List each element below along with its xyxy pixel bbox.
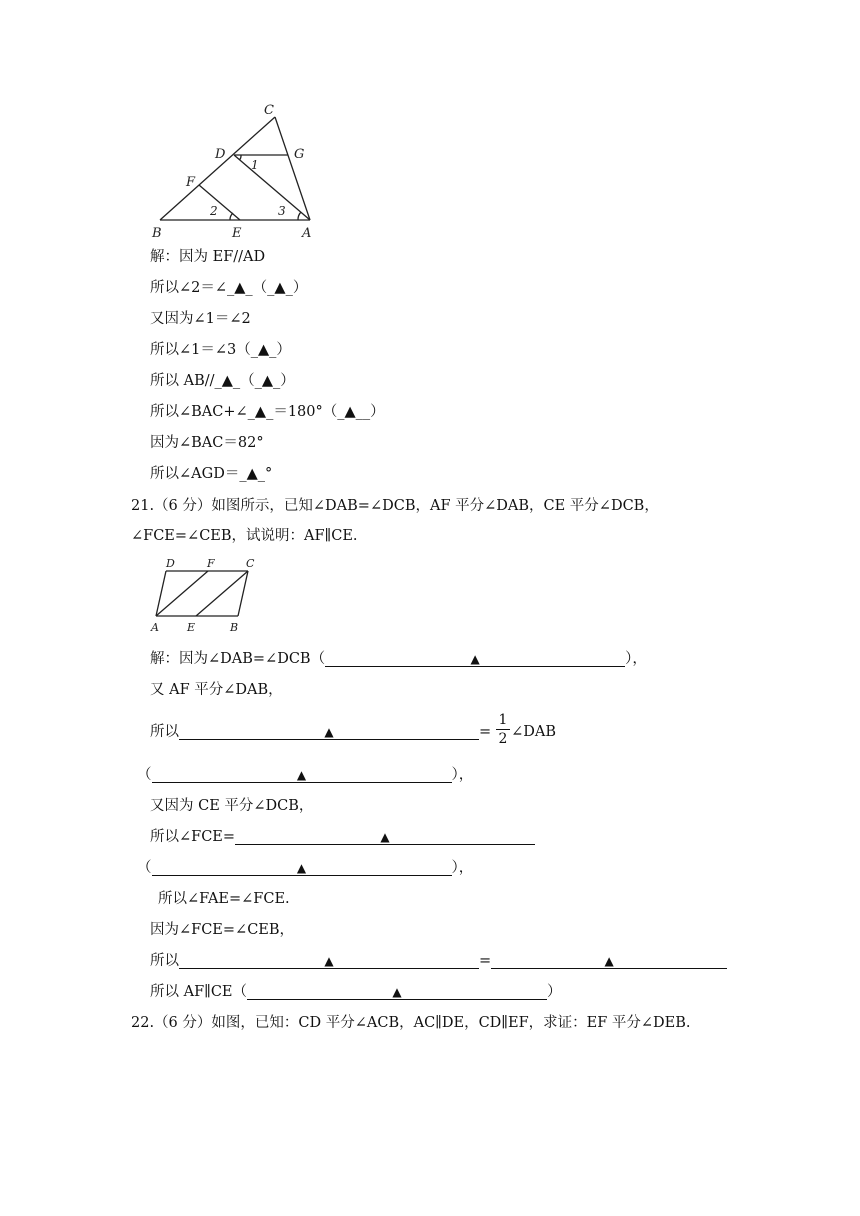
answer-blank-5[interactable]: ▲ bbox=[152, 858, 452, 876]
label-c: C bbox=[264, 103, 274, 118]
segment-af bbox=[156, 571, 208, 616]
label-a: A bbox=[151, 621, 159, 634]
answer-blank-2[interactable]: ▲ bbox=[179, 722, 479, 740]
q20-line-8: 所以∠AGD＝_▲_° bbox=[150, 466, 273, 482]
answer-blank-4[interactable]: ▲ bbox=[235, 827, 535, 845]
label-e: E bbox=[187, 621, 196, 634]
q21-step-3: 所以 ▲ = ∠DAB bbox=[150, 724, 557, 740]
answer-blank-7[interactable]: ▲ bbox=[491, 951, 727, 969]
q21-stem-line-2: ∠FCE=∠CEB，试说明：AF∥CE. bbox=[131, 528, 358, 544]
label-angle-1: 1 bbox=[251, 158, 259, 172]
q20-line-3: 又因为∠1＝∠2 bbox=[150, 311, 251, 327]
segment-ec bbox=[196, 571, 248, 616]
q22-stem: 22.（6 分）如图，已知：CD 平分∠ACB，AC∥DE，CD∥EF，求证：EF 平分∠DEB. bbox=[131, 1015, 691, 1031]
label-f: F bbox=[207, 557, 215, 570]
angle-2-arc bbox=[230, 213, 233, 220]
triangle-figure bbox=[148, 100, 323, 240]
segment-fe bbox=[199, 185, 240, 220]
label-a: A bbox=[302, 226, 312, 240]
q21-step-9: 因为∠FCE=∠CEB， bbox=[150, 922, 295, 938]
label-angle-2: 2 bbox=[210, 204, 218, 218]
q20-line-1: 解：因为 EF//AD bbox=[150, 249, 266, 265]
label-d: D bbox=[166, 557, 175, 570]
q20-line-4: 所以∠1＝∠3（_▲_） bbox=[150, 342, 291, 358]
answer-blank-8[interactable]: ▲ bbox=[247, 982, 547, 1000]
q21-step-1: 解：因为∠DAB=∠DCB（ ▲ ）， bbox=[150, 651, 647, 667]
label-b: B bbox=[230, 621, 239, 634]
q20-line-5: 所以 AB//_▲_（_▲_） bbox=[150, 373, 295, 389]
q20-line-7: 因为∠BAC＝82° bbox=[150, 435, 264, 451]
label-g: G bbox=[294, 147, 305, 162]
q21-step-7: （ ▲ ）， bbox=[137, 860, 474, 876]
answer-blank-1[interactable]: ▲ bbox=[325, 649, 625, 667]
q21-step-8: 所以∠FAE=∠FCE. bbox=[158, 891, 290, 907]
q21-step-2: 又 AF 平分∠DAB， bbox=[150, 682, 283, 698]
q21-step-6: 所以∠FCE= ▲ bbox=[150, 827, 535, 847]
label-d: D bbox=[215, 147, 226, 162]
label-c: C bbox=[246, 557, 255, 570]
label-f: F bbox=[186, 175, 196, 190]
answer-blank-3[interactable]: ▲ bbox=[152, 765, 452, 783]
q21-step-5: 又因为 CE 平分∠DCB， bbox=[150, 798, 314, 814]
angle-1-arc bbox=[240, 155, 242, 160]
angle-3-arc bbox=[298, 212, 301, 220]
q20-line-2: 所以∠2＝∠_▲_（_▲_） bbox=[150, 280, 308, 296]
q21-step-10: 所以 ▲ = ▲ bbox=[150, 951, 727, 971]
q20-line-6: 所以∠BAC+∠_▲_＝180°（_▲__） bbox=[150, 404, 385, 420]
label-e: E bbox=[232, 226, 242, 240]
parallelogram-figure bbox=[146, 555, 266, 637]
q21-stem-line-1: 21.（6 分）如图所示，已知∠DAB=∠DCB，AF 平分∠DAB，CE 平分∠DCB， bbox=[131, 498, 659, 514]
label-angle-3: 3 bbox=[278, 204, 286, 218]
fraction-one-half: 1 2 bbox=[496, 712, 510, 747]
q21-step-11: 所以 AF∥CE（ ▲ ） bbox=[150, 984, 562, 1000]
q21-step-4: （ ▲ ）， bbox=[137, 767, 474, 783]
answer-blank-6[interactable]: ▲ bbox=[179, 951, 479, 969]
label-b: B bbox=[152, 226, 162, 240]
